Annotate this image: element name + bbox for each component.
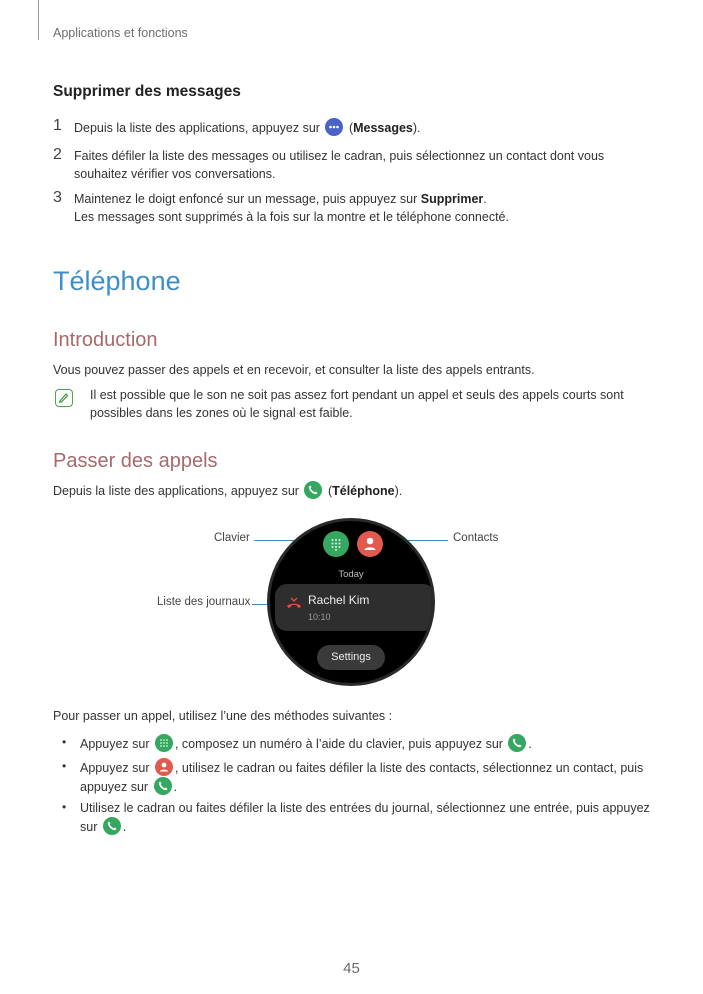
keypad-icon bbox=[323, 531, 349, 557]
method-2-d: . bbox=[173, 780, 178, 794]
method-3-c: . bbox=[122, 820, 127, 834]
contact-name: Rachel Kim bbox=[308, 593, 370, 607]
call-time: 10:10 bbox=[308, 612, 331, 622]
bullet-dot: • bbox=[62, 735, 67, 749]
missed-call-icon bbox=[284, 594, 304, 614]
page-number: 45 bbox=[343, 960, 360, 977]
introduction-text: Vous pouvez passer des appels et en recevoir, et consulter la liste des appels entrants. bbox=[53, 363, 535, 377]
make-calls-pre: Depuis la liste des applications, appuyez sur bbox=[53, 484, 299, 498]
step-1-post: ). bbox=[412, 121, 421, 135]
method-1-b: , composez un numéro à l’aide du clavier, puis appuyez sur bbox=[174, 737, 503, 751]
step-3-post: . bbox=[483, 192, 487, 206]
step-2 bbox=[74, 147, 604, 183]
phone-app-name: Téléphone bbox=[332, 484, 395, 498]
step-2-line1: Faites défiler la liste des messages ou utilisez le cadran, puis sélectionnez un contact dont vous bbox=[74, 149, 605, 163]
introduction-heading: Introduction bbox=[53, 329, 158, 351]
keypad-callout-label: Clavier bbox=[214, 532, 250, 544]
telephone-heading: Téléphone bbox=[53, 266, 181, 296]
step-1-text: Depuis la liste des applications, appuyez sur bbox=[74, 121, 320, 135]
method-2-a: Appuyez sur bbox=[80, 761, 150, 775]
step-number: 2 bbox=[53, 146, 62, 163]
step-2-line2: souhaitez vérifier vos conversations. bbox=[74, 167, 276, 181]
make-calls-text: Depuis la liste des applications, appuyez sur (Téléphone). bbox=[53, 481, 402, 500]
messages-app-name: Messages bbox=[353, 121, 413, 135]
method-1-c: . bbox=[528, 737, 532, 751]
call-log-item[interactable] bbox=[275, 584, 435, 631]
note-line1: Il est possible que le son ne soit pas assez fort pendant un appel et seuls des appels courts sont bbox=[90, 388, 624, 402]
step-number: 3 bbox=[53, 189, 62, 206]
contacts-button[interactable] bbox=[357, 531, 383, 557]
method-3-b: sur bbox=[80, 820, 98, 834]
today-label: Today bbox=[338, 569, 364, 580]
keypad-icon bbox=[155, 734, 173, 752]
methods-intro: Pour passer un appel, utilisez l’une des méthodes suivantes : bbox=[53, 709, 393, 723]
phone-app-icon bbox=[304, 481, 322, 499]
header-rule bbox=[38, 0, 39, 40]
bullet-dot: • bbox=[62, 800, 67, 814]
make-calls-heading: Passer des appels bbox=[53, 450, 218, 472]
call-icon bbox=[154, 777, 172, 795]
contact-person-icon bbox=[357, 531, 383, 557]
make-calls-post: ). bbox=[394, 484, 403, 498]
messages-app-icon bbox=[325, 118, 343, 136]
method-3 bbox=[80, 799, 650, 836]
call-icon bbox=[103, 817, 121, 835]
note-line2: possibles dans les zones où le signal est faible. bbox=[90, 406, 353, 420]
contacts-callout-label: Contacts bbox=[453, 532, 499, 544]
method-1 bbox=[80, 734, 532, 753]
call-icon bbox=[508, 734, 526, 752]
logs-callout-label: Liste des journaux bbox=[157, 596, 251, 608]
delete-label: Supprimer bbox=[420, 192, 484, 206]
step-3-line2: Les messages sont supprimés à la fois sur la montre et le téléphone connecté. bbox=[74, 210, 509, 224]
messages-delete-heading: Supprimer des messages bbox=[53, 83, 241, 100]
method-3-a: Utilisez le cadran ou faites défiler la liste des entrées du journal, sélectionnez une entrée, puis appuyez bbox=[80, 801, 650, 815]
note-text bbox=[90, 386, 624, 422]
step-3 bbox=[74, 190, 509, 226]
step-3-text: Maintenez le doigt enfoncé sur un message, puis appuyez sur bbox=[74, 192, 418, 206]
method-2-c: appuyez sur bbox=[80, 780, 149, 794]
section-header: Applications et fonctions bbox=[53, 26, 188, 40]
contacts-icon bbox=[155, 758, 173, 776]
settings-button[interactable]: Settings bbox=[317, 645, 385, 670]
note-icon bbox=[55, 389, 73, 407]
method-2-b: , utilisez le cadran ou faites défiler la liste des contacts, sélectionnez un contact, puis bbox=[174, 761, 644, 775]
step-number: 1 bbox=[53, 117, 62, 134]
method-1-a: Appuyez sur bbox=[80, 737, 150, 751]
watch-screen bbox=[267, 518, 435, 686]
step-1: Depuis la liste des applications, appuyez sur (Messages). bbox=[74, 118, 421, 137]
bullet-dot: • bbox=[62, 759, 67, 773]
method-2 bbox=[80, 758, 643, 796]
keypad-button[interactable] bbox=[323, 531, 349, 557]
